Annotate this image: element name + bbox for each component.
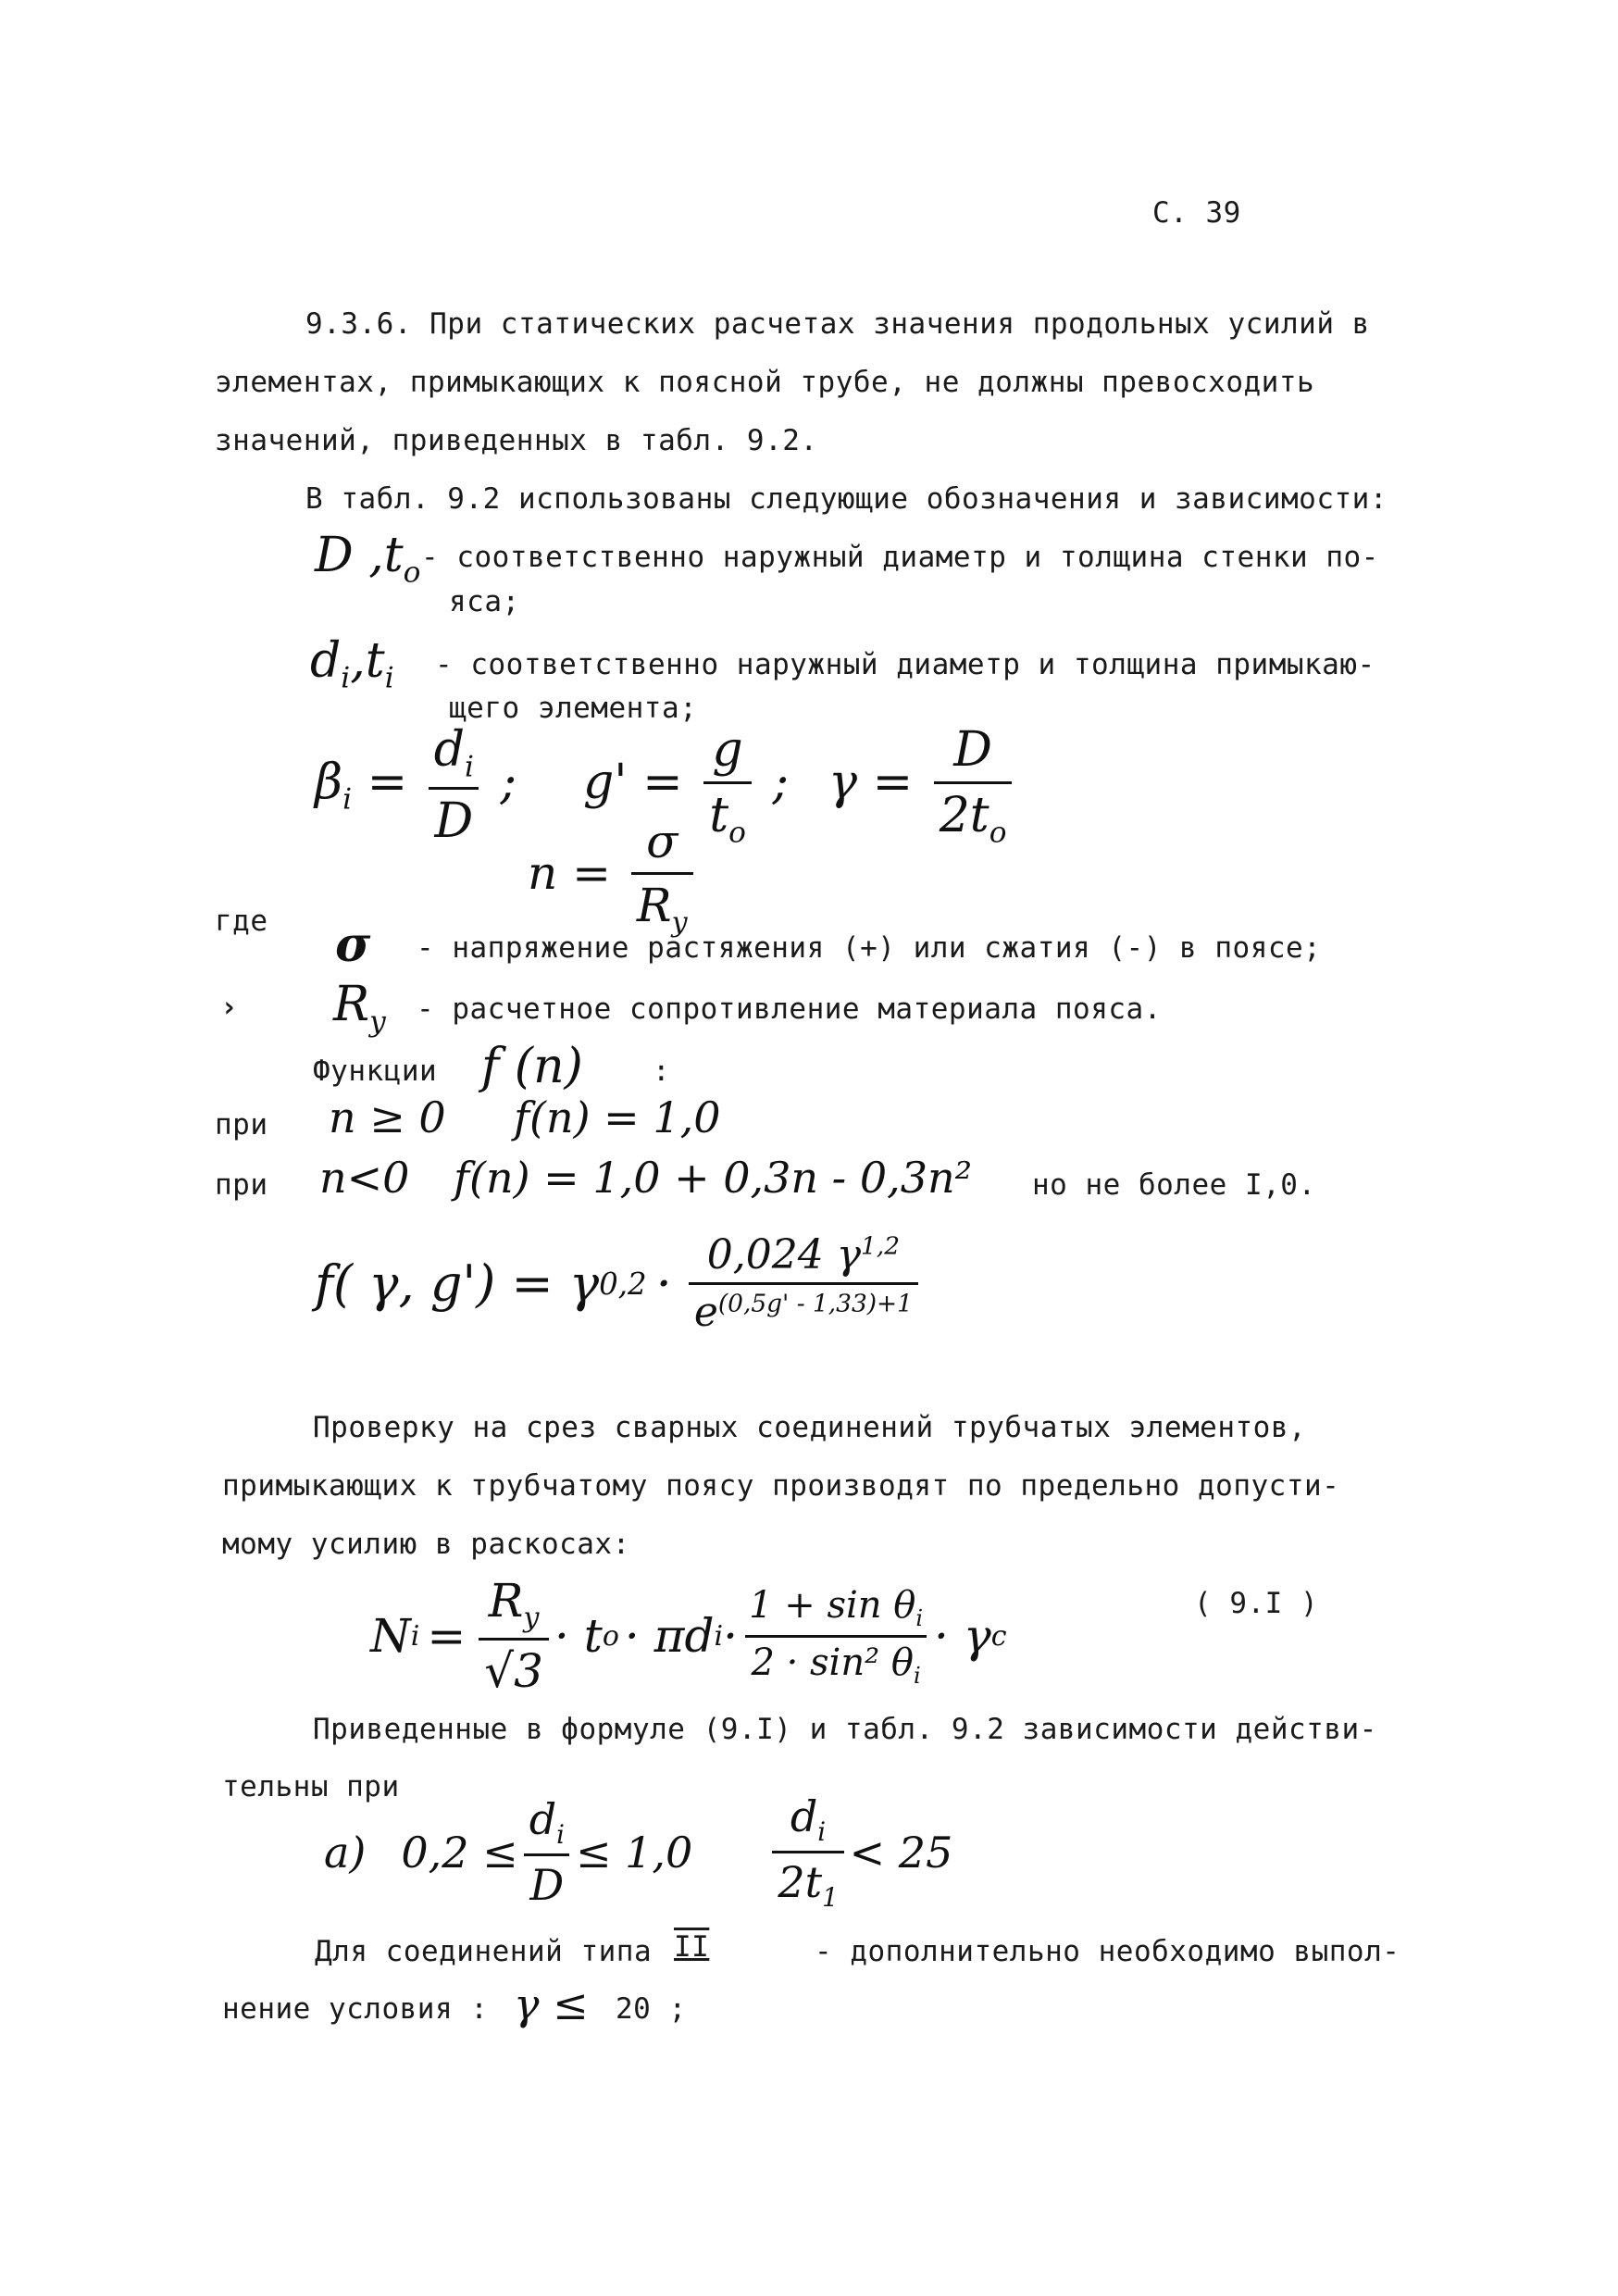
para-936-line1: 9.3.6. При статических расчетах значения продольных усилий в	[305, 307, 1370, 341]
type-para-line2a: нение условия :	[222, 1992, 489, 2026]
case1-expr: f(n) = 1,0	[514, 1092, 721, 1142]
functions-colon: :	[653, 1054, 671, 1088]
def-d-t0-line2: яса;	[449, 585, 520, 618]
check-para-line1: Проверку на срез сварных соединений трубчатых элементов,	[313, 1411, 1307, 1444]
formula-beta: $\beta_i$ = $\frac{d_i}{D}$ ;	[315, 722, 517, 850]
formula-f-gamma: f( γ, g') = γ 0,2 · $\frac{0,024 \gamma^{1,2}}{e^{(0,5g' - 1,33)+1}}$	[315, 1231, 924, 1336]
type-para-line1b: - дополнительно необходимо выпол-	[815, 1935, 1400, 1968]
formula-9-1: N i = $\frac{R_y}{√3}$ · t o · πd i · $\frac{1 + \sin \theta_i}{2 \cdot \sin^2 \theta_i}$ · γ c	[370, 1574, 1007, 1698]
def-d-t0-line1: - соответственно наружный диаметр и толщина стенки по-	[421, 541, 1379, 574]
formula-9-1-label: ( 9.I )	[1194, 1587, 1319, 1620]
formula-n: n = $\frac{\sigma}{R_y}$	[528, 815, 699, 939]
functions-expr: f (n)	[481, 1039, 583, 1094]
where-label: где	[215, 905, 268, 938]
check-para-line2: примыкающих к трубчатому поясу производят по предельно допусти-	[222, 1469, 1340, 1503]
type-para-line1a: Для соединений типа	[315, 1935, 653, 1968]
def-di-ti-line2: щего элемента;	[449, 692, 698, 725]
notation-intro: В табл. 9.2 использованы следующие обозначения и зависимости:	[305, 482, 1388, 516]
para-936-line2: элементах, примыкающих к поясной трубе, не должны превосходить	[215, 366, 1315, 399]
formula-g-prime: g' = $\frac{g}{t_o}$ ;	[583, 722, 789, 850]
symbol-ry: $R_y$	[333, 977, 386, 1039]
check-para-line3: мому усилию в раскосах:	[222, 1528, 630, 1561]
case2-note: но не более I,0.	[1032, 1168, 1316, 1202]
condition-a: a) 0,2 ≤ $\frac{d_i}{D}$ ≤ 1,0 $\frac{d_i}{2t_1}$ < 25	[324, 1791, 953, 1914]
ry-marker: ›	[220, 991, 239, 1024]
formula-gamma: γ = $\frac{D}{2t_o}$	[828, 722, 1017, 849]
valid-para-line2: тельны при	[222, 1770, 400, 1803]
def-sigma: - напряжение растяжения (+) или сжатия (-) в поясе;	[417, 931, 1322, 965]
case1-label: при	[215, 1108, 268, 1142]
para-936-line3: значений, приведенных в табл. 9.2.	[215, 424, 818, 457]
symbol-di-ti: $d_i,t_i$	[310, 633, 394, 695]
def-di-ti-line1: - соответственно наружный диаметр и толщина примыкаю-	[435, 648, 1375, 681]
case2-expr: f(n) = 1,0 + 0,3n - 0,3n²	[454, 1153, 973, 1203]
case1-condition: n ≥ 0	[329, 1092, 446, 1142]
type-para-gamma: γ ≤	[514, 1979, 589, 2029]
symbol-sigma: σ	[335, 917, 371, 973]
def-ry: - расчетное сопротивление материала пояса.	[417, 992, 1162, 1026]
case2-condition: n<0	[319, 1153, 410, 1203]
type-para-line2b: 20 ;	[616, 1992, 687, 2026]
functions-label: Функции	[313, 1054, 438, 1088]
type-mark: II	[674, 1930, 710, 1964]
symbol-d-t0: D $,t_o$	[315, 528, 421, 590]
page-number: С. 39	[1152, 196, 1241, 230]
case2-label: при	[215, 1168, 268, 1202]
valid-para-line1: Приведенные в формуле (9.I) и табл. 9.2 зависимости действи-	[313, 1713, 1377, 1746]
